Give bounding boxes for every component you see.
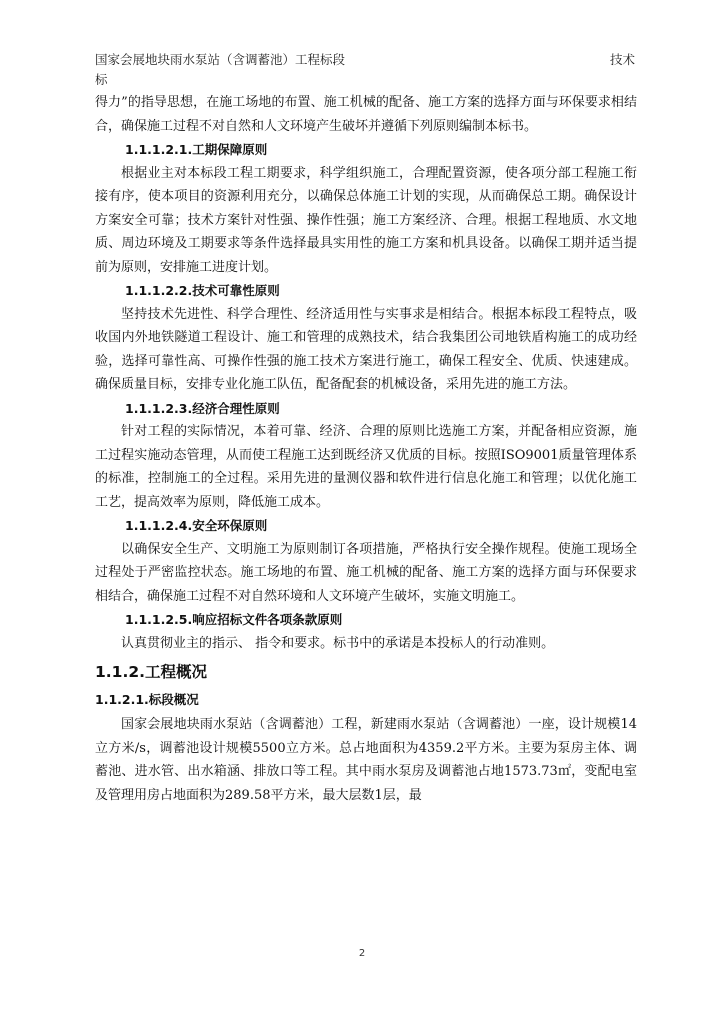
heading-schedule-principle: 1.1.1.2.1.工期保障原则 (125, 142, 268, 157)
paragraph-tender-response: 认真贯彻业主的指示、 指令和要求。标书中的承诺是本投标人的行动准则。 (121, 635, 555, 651)
paragraph-reliability: 坚持技术先进性、科学合理性、经济适用性与实事求是相结合。根据本标段工程特点，吸收国内外地铁隧道工程设计、施工和管理的成熟技术，结合我集团公司地铁盾构施工的成功经验，选择可靠性高、可操作性强的施工技术方案进行施工，确保工程安全、优质、快速建成。确保质量目标，安排专业化施工队伍，配备配套的机械设备，采用先进的施工方法。 (95, 306, 637, 392)
header-title-tail: 标 (95, 72, 108, 87)
heading-safety-principle: 1.1.1.2.4.安全环保原则 (125, 518, 268, 533)
subsection-heading-lot-overview: 1.1.2.1.标段概况 (95, 692, 199, 707)
header-title: 国家会展地块雨水泵站（含调蓄池）工程标段 (95, 52, 346, 67)
heading-reliability-principle: 1.1.1.2.2.技术可靠性原则 (125, 283, 280, 298)
paragraph-lot-overview: 国家会展地块雨水泵站（含调蓄池）工程，新建雨水泵站（含调蓄池）一座，设计规模14立方米/s，调蓄池设计规模5500立方米。总占地面积为4359.2平方米。主要为泵房主体、调蓄池、进水管、出水箱涵、排放口等工程。其中雨水泵房及调蓄池占地1573.73㎡，变配电室及管理用房占地面积为289.58平方米，最大层数1层，最 (95, 717, 637, 803)
header-doc-type: 技术 (609, 52, 635, 67)
intro-paragraph: 得力”的指导思想，在施工场地的布置、施工机械的配备、施工方案的选择方面与环保要求相结合，确保施工过程不对自然和人文环境产生破坏并遵循下列原则编制本标书。 (95, 95, 637, 134)
paragraph-schedule: 根据业主对本标段工程工期要求，科学组织施工，合理配置资源，使各项分部工程施工衔接有序，使本项目的资源利用充分，以确保总体施工计划的实现，从而确保总工期。确保设计方案安全可靠；技术方案针对性强、操作性强；施工方案经济、合理。根据工程地质、水文地质、周边环境及工期要求等条件选择最具实用性的施工方案和机具设备。以确保工期并适当提前为原则，安排施工进度计划。 (95, 165, 637, 275)
paragraph-economy: 针对工程的实际情况，本着可靠、经济、合理的原则比选施工方案，并配备相应资源，施工过程实施动态管理，从而使工程施工达到既经济又优质的目标。按照ISO9001质量管理体系的标准，控制施工的全过程。采用先进的量测仪器和软件进行信息化施工和管理；以优化施工工艺，提高效率为原则，降低施工成本。 (95, 424, 637, 510)
section-heading-overview: 1.1.2.工程概况 (95, 663, 208, 681)
heading-tender-response-principle: 1.1.1.2.5.响应招标文件各项条款原则 (125, 612, 343, 627)
page-header (95, 50, 635, 90)
paragraph-safety: 以确保安全生产、文明施工为原则制订各项措施，严格执行安全操作规程。使施工现场全过程处于严密监控状态。施工场地的布置、施工机械的配备、施工方案的选择方面与环保要求相结合，确保施工过程不对自然环境和人文环境产生破坏，实施文明施工。 (95, 541, 637, 604)
heading-economy-principle: 1.1.1.2.3.经济合理性原则 (125, 400, 280, 416)
document-body (95, 91, 637, 807)
page-number: 2 (358, 948, 366, 959)
